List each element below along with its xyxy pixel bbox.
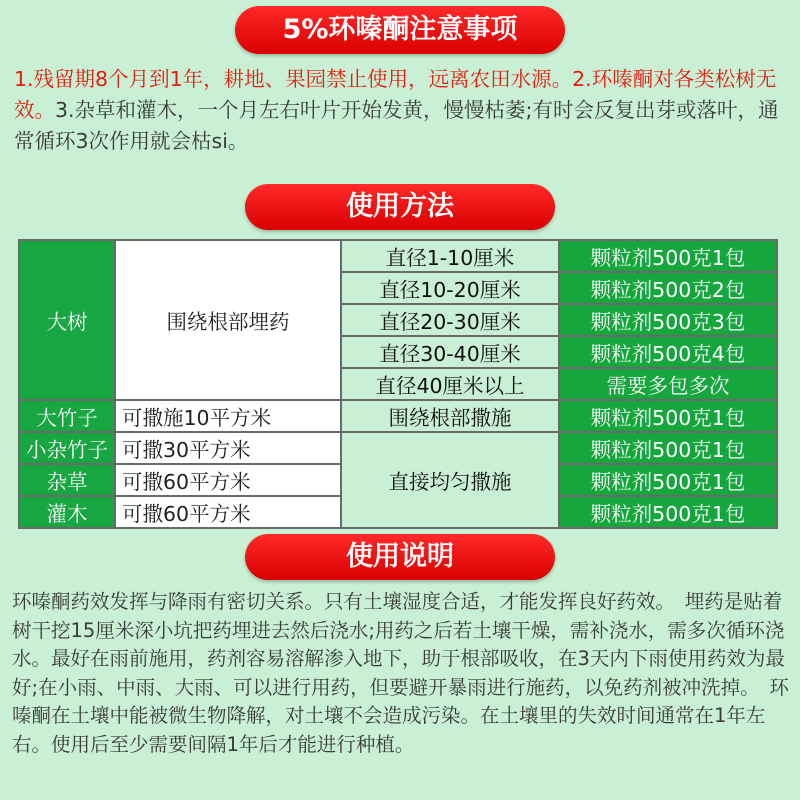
- big-bamboo-method: 围绕根部撒施: [341, 400, 559, 432]
- diameter-cell: 直径30-40厘米: [341, 336, 559, 368]
- diameter-cell: 直径20-30厘米: [341, 304, 559, 336]
- big-tree-method: 围绕根部埋药: [115, 240, 341, 400]
- dose-cell: 颗粒剂500克1包: [559, 432, 777, 464]
- dose-cell: 颗粒剂500克1包: [559, 464, 777, 496]
- big-bamboo-area: 可撒施10平方米: [115, 400, 341, 432]
- weeds-area: 可撒60平方米: [115, 464, 341, 496]
- notes-normal-text: 3.杂草和灌木，一个月左右叶片开始发黄，慢慢枯萎;有时会反复出芽或落叶，通常循环3次作用就会枯si。: [14, 98, 779, 153]
- dose-cell: 颗粒剂500克1包: [559, 240, 777, 272]
- dose-cell: 颗粒剂500克3包: [559, 304, 777, 336]
- weeds-label: 杂草: [19, 464, 115, 496]
- dose-cell: 颗粒剂500克1包: [559, 400, 777, 432]
- diameter-cell: 直径10-20厘米: [341, 272, 559, 304]
- table-row: [19, 240, 777, 272]
- small-bamboo-label: 小杂竹子: [19, 432, 115, 464]
- table-row: [19, 400, 777, 432]
- shared-method: 直接均匀撒施: [341, 432, 559, 528]
- dose-cell: 颗粒剂500克4包: [559, 336, 777, 368]
- big-tree-label: 大树: [19, 240, 115, 400]
- dose-cell: 颗粒剂500克1包: [559, 496, 777, 528]
- shrubs-area: 可撒60平方米: [115, 496, 341, 528]
- explain-title-banner: 使用说明: [245, 534, 555, 580]
- shrubs-label: 灌木: [19, 496, 115, 528]
- dose-cell: 需要多包多次: [559, 368, 777, 400]
- diameter-cell: 直径40厘米以上: [341, 368, 559, 400]
- explain-paragraph: 环嗪酮药效发挥与降雨有密切关系。只有土壤湿度合适，才能发挥良好药效。 埋药是贴着树干挖15厘米深小坑把药埋进去然后浇水;用药之后若土壤干燥，需补浇水，需多次循环浇水。最好在雨前施用，药剂容易溶解渗入地下，助于根部吸收，在3天内下雨使用药效为最好;在小雨、中雨、大雨、可以进行用药，但要避开暴雨进行施药，以免药剂被冲洗掉。 环嗪酮在土壤中能被微生物降解，对土壤不会造成污染。在土壤里的失效时间通常在1年左右。使用后至少需要间隔1年后才能进行种植。: [12, 590, 789, 756]
- method-title-banner: 使用方法: [245, 184, 555, 230]
- dose-cell: 颗粒剂500克2包: [559, 272, 777, 304]
- notes-title-banner: 5%环嗪酮注意事项: [235, 6, 565, 54]
- small-bamboo-area: 可撒30平方米: [115, 432, 341, 464]
- diameter-cell: 直径1-10厘米: [341, 240, 559, 272]
- usage-table: [18, 239, 778, 529]
- notes-warning-text: 1.残留期8个月到1年，耕地、果园禁止使用，远离农田水源。2.环嗪酮对各类松树无效。: [14, 67, 777, 122]
- notes-paragraph: [14, 64, 792, 157]
- table-row: [19, 432, 777, 464]
- big-bamboo-label: 大竹子: [19, 400, 115, 432]
